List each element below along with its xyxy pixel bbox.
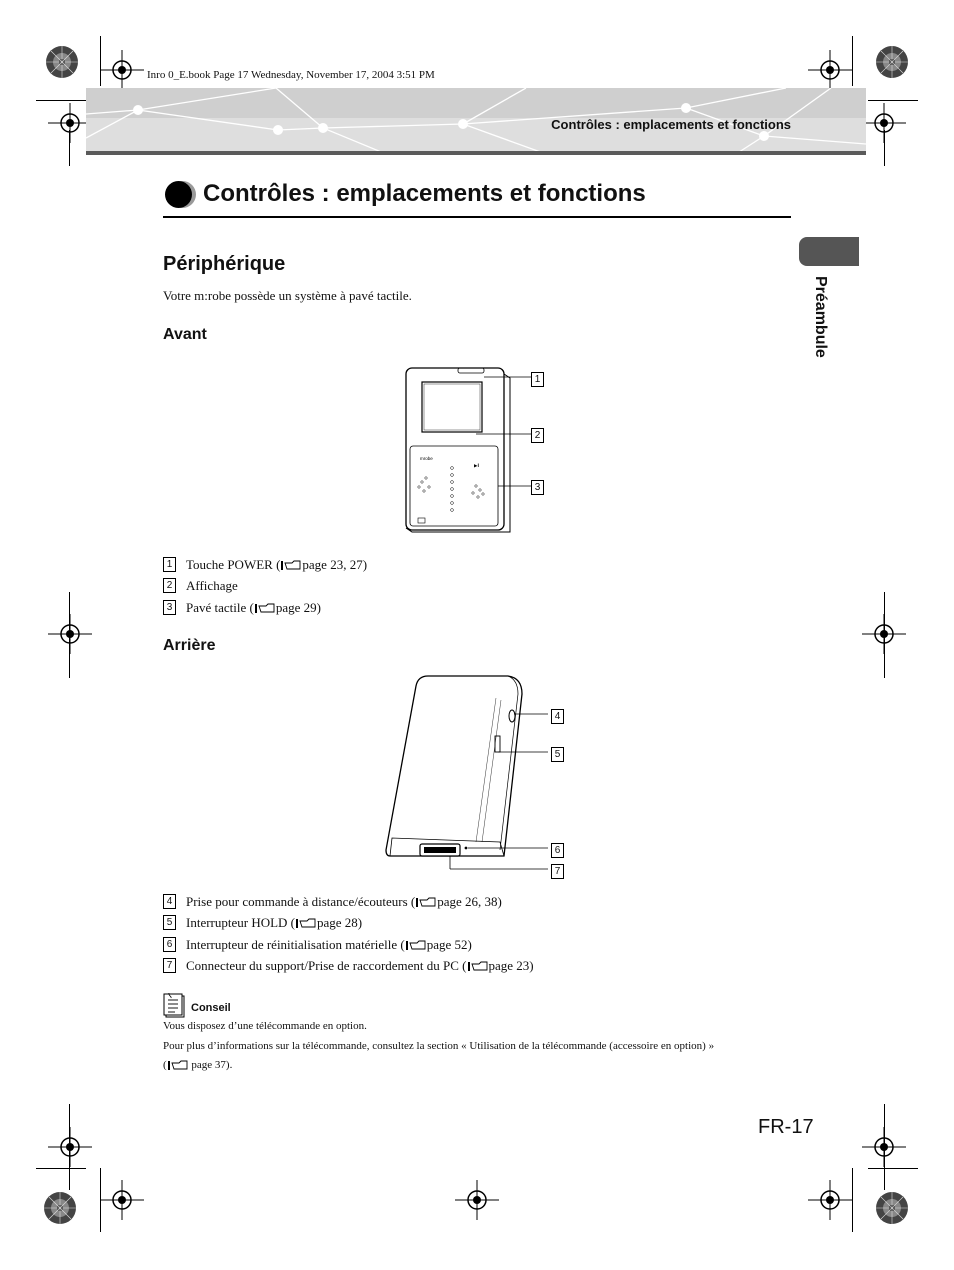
legend-number: 6 xyxy=(163,937,176,952)
crop-line xyxy=(36,1168,86,1169)
crosshair-target-bottom-left xyxy=(100,1180,144,1220)
legend-page-ref: page 23) xyxy=(488,957,534,973)
side-tab-label: Préambule xyxy=(812,276,829,358)
crosshair-target-left-lower xyxy=(48,1127,92,1167)
page-reference-icon xyxy=(254,603,276,614)
crop-line xyxy=(36,100,86,101)
legend-page-ref: page 29) xyxy=(275,599,321,615)
callout-2: 2 xyxy=(531,428,544,443)
back-legend-item xyxy=(163,936,472,953)
callout-3: 3 xyxy=(531,480,544,495)
legend-page-ref: page 26, 38) xyxy=(437,893,502,909)
note-line xyxy=(163,1059,232,1071)
crop-line xyxy=(69,592,70,678)
bullet-circle-icon xyxy=(165,181,192,208)
legend-text: Connecteur du support/Prise de raccordement du PC ( xyxy=(186,957,467,973)
title-row xyxy=(163,178,791,218)
registration-mark-bottom-left xyxy=(38,1186,82,1230)
crop-line xyxy=(884,1104,885,1190)
play-pause-glyph: ▶‖ xyxy=(474,463,480,468)
crop-line xyxy=(69,130,70,166)
page-reference-icon xyxy=(405,940,427,951)
back-device-illustration xyxy=(380,672,560,878)
crop-line xyxy=(884,592,885,678)
legend-text: Interrupteur HOLD ( xyxy=(186,914,296,930)
note-icon xyxy=(163,993,187,1019)
callout-1: 1 xyxy=(531,372,544,387)
legend-page-ref: page 52) xyxy=(426,936,472,952)
page-reference-icon xyxy=(167,1060,189,1071)
crosshair-target-top-right xyxy=(808,50,852,90)
legend-number: 1 xyxy=(163,557,176,572)
front-legend-item xyxy=(163,577,238,594)
page-reference-icon xyxy=(467,961,489,972)
callout-4: 4 xyxy=(551,709,564,724)
legend-number: 7 xyxy=(163,958,176,973)
legend-page-ref: page 23, 27) xyxy=(302,556,368,572)
legend-number: 3 xyxy=(163,600,176,615)
crop-line xyxy=(69,1104,70,1190)
callout-7: 7 xyxy=(551,864,564,879)
page-number: FR-17 xyxy=(758,1116,814,1138)
device-brand-label: mrobe xyxy=(420,456,433,461)
crosshair-target-top-left xyxy=(100,50,144,90)
callout-6: 6 xyxy=(551,843,564,858)
section-tab xyxy=(799,237,859,266)
crop-line xyxy=(852,36,853,86)
note-line: Pour plus d’informations sur la télécommande, consultez la section « Utilisation de la télécommande (accessoire en option) » xyxy=(163,1040,715,1052)
legend-number: 2 xyxy=(163,578,176,593)
crop-line xyxy=(884,130,885,166)
header-banner-rule xyxy=(86,151,866,155)
note-paren: ( xyxy=(163,1059,167,1071)
crosshair-target-left-middle xyxy=(48,614,92,654)
legend-text: Interrupteur de réinitialisation matérielle ( xyxy=(186,936,405,952)
front-heading: Avant xyxy=(163,326,207,343)
note-title: Conseil xyxy=(191,1002,231,1014)
front-legend-item xyxy=(163,599,321,616)
note-line: Vous disposez d’une télécommande en option. xyxy=(163,1020,367,1032)
section-heading: Périphérique xyxy=(163,253,286,275)
registration-mark-bottom-right xyxy=(870,1186,914,1230)
registration-mark-top-left xyxy=(40,40,84,84)
running-head: Contrôles : emplacements et fonctions xyxy=(551,117,791,132)
front-legend-item xyxy=(163,556,367,573)
crop-line xyxy=(868,1168,918,1169)
back-legend-item xyxy=(163,914,362,931)
legend-text: Prise pour commande à distance/écouteurs ( xyxy=(186,893,416,909)
legend-text: Touche POWER ( xyxy=(186,556,281,572)
page-reference-icon xyxy=(280,560,302,571)
crosshair-target-bottom-center xyxy=(455,1180,499,1220)
back-legend-item xyxy=(163,893,502,910)
legend-number: 4 xyxy=(163,894,176,909)
crop-line xyxy=(100,1168,101,1232)
legend-page-ref: page 28) xyxy=(317,914,363,930)
crop-line xyxy=(868,100,918,101)
crosshair-target-bottom-right xyxy=(808,1180,852,1220)
crop-line xyxy=(100,36,101,86)
page-title: Contrôles : emplacements et fonctions xyxy=(203,180,646,207)
section-intro: Votre m:robe possède un système à pavé tactile. xyxy=(163,288,412,303)
page-reference-icon xyxy=(415,897,437,908)
callout-5: 5 xyxy=(551,747,564,762)
legend-number: 5 xyxy=(163,915,176,930)
legend-text: Pavé tactile ( xyxy=(186,599,254,615)
back-heading: Arrière xyxy=(163,637,216,654)
print-header: Inro 0_E.book Page 17 Wednesday, November 17, 2004 3:51 PM xyxy=(147,69,435,81)
crop-line xyxy=(852,1168,853,1232)
back-legend-item xyxy=(163,957,534,974)
legend-text: Affichage xyxy=(186,577,238,593)
page-reference-icon xyxy=(295,918,317,929)
registration-mark-top-right xyxy=(870,40,914,84)
note-page-ref: page 37). xyxy=(191,1059,233,1071)
